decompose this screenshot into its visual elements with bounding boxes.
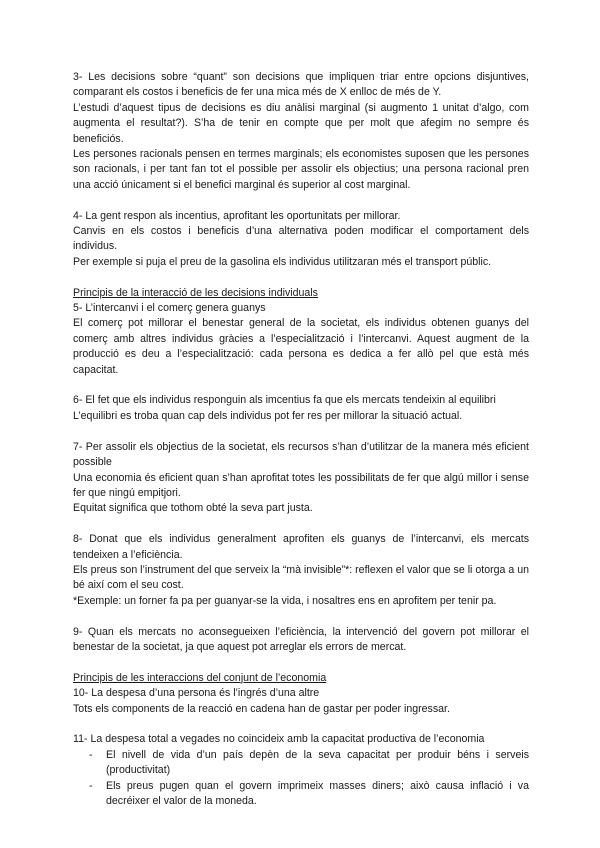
paragraph-11-title: 11- La despesa total a vegades no coincideix amb la capacitat productiva de l’economia: [73, 733, 485, 746]
bullet-list: [73, 748, 529, 810]
paragraph-8-example: *Exemple: un forner fa pa per guanyar-se la vida, i nosaltres ens en aprofitem per tenir pa.: [73, 594, 497, 607]
spacer: [73, 424, 529, 439]
bullet-dash: -: [89, 748, 93, 761]
paragraph-3-rational-people: Les persones racionals pensen en termes marginals; els economistes suposen que les persones son racionals, i per tant fan tot el possible per assolir els objectius; una persona racional pren una acció únicament si el benefici marginal és superior al cost marginal.: [73, 148, 529, 191]
paragraph-7-title: 7- Per assolir els objectius de la societat, els recursos s’han d’utilitzar de la manera més eficient possible: [73, 440, 529, 469]
bullet-dash: -: [89, 779, 93, 792]
list-item: [73, 748, 529, 779]
spacer: [73, 609, 529, 624]
paragraph-10-title: 10- La despesa d’una persona és l’ingrés d’una altre: [73, 687, 320, 700]
paragraph-5-trade: El comerç pot millorar el benestar general de la societat, els individus obtenen guanys del comerç amb altres individus gràcies a l’especialització i l’intercanvi. Aquest augment de la producció es deu a l’especialització: cada persona es dedica a fer allò pel que està més capacitat.: [73, 317, 529, 376]
paragraph-8-title: 8- Donat que els individus generalment aprofiten els guanys de l’intercanvi, els mercats tendeixen a l’eficiència.: [73, 533, 529, 561]
paragraph-6-equilibrium: L’equilibri es troba quan cap dels individus pot fer res per millorar la situació actual.: [73, 409, 463, 422]
paragraph-4-title: 4- La gent respon als incentius, aprofitant les oportunitats per millorar.: [73, 209, 401, 222]
list-item-text: Els preus pugen quan el govern imprimeix masses diners; això causa inflació i va decréixer el valor de la moneda.: [106, 779, 529, 807]
spacer: [73, 717, 529, 732]
paragraph-7-efficiency: Una economia és eficient quan s’han aprofitat totes les possibilitats de fer que algú millor i sense fer que ningú empitjori.: [73, 471, 529, 499]
list-item-text: El nivell de vida d’un país depèn de la seva capacitat per produir béns i serveis (productivitat): [106, 748, 529, 777]
document-page: [73, 70, 529, 809]
section-heading-individual-decisions: Principis de la interacció de les decisions individuals: [73, 286, 318, 299]
paragraph-3-title: 3- Les decisions sobre “quant” son decisions que impliquen triar entre opcions disjuntives, comparant els costos i beneficis de fer una mica més de X enlloc de més de Y.: [73, 71, 529, 99]
list-item: [73, 779, 529, 810]
spacer: [73, 655, 529, 670]
spacer: [73, 193, 529, 208]
paragraph-8-prices: Els preus son l’instrument del que serveix la “mà invisible”*: reflexen el valor que se li otorga a un bé així com el seu cost.: [73, 563, 529, 592]
paragraph-6-title: 6- El fet que els individus responguin als imcentius fa que els mercats tendeixin al equilibri: [73, 394, 496, 407]
spacer: [73, 270, 529, 285]
paragraph-10-chain: Tots els components de la reacció en cadena han de gastar per poder ingressar.: [73, 702, 450, 715]
spacer: [73, 378, 529, 393]
paragraph-4-costs: Canvis en els costos i beneficis d’una alternativa poden modificar el comportament dels individus.: [73, 225, 529, 253]
paragraph-7-equity: Equitat significa que tothom obté la seva part justa.: [73, 502, 313, 515]
paragraph-3-marginal-analysis: L’estudi d’aquest tipus de decisions es diu anàlisi marginal (si augmento 1 unitat d’algo, com augmenta el resultat?). S’ha de tenir en compte que per molt que afegim no sempre és beneficiós.: [73, 101, 529, 145]
paragraph-9-title: 9- Quan els mercats no aconsegueixen l’eficiència, la intervenció del govern pot millorar el benestar de la societat, ja que aquest pot arreglar els errors de mercat.: [73, 625, 529, 653]
spacer: [73, 517, 529, 532]
section-heading-whole-economy: Principis de les interaccions del conjunt de l’economia: [73, 671, 327, 684]
paragraph-5-title: 5- L’intercanvi i el comerç genera guanys: [73, 302, 266, 315]
paragraph-4-example: Per exemple si puja el preu de la gasolina els individus utilitzaran més el transport públic.: [73, 255, 492, 268]
